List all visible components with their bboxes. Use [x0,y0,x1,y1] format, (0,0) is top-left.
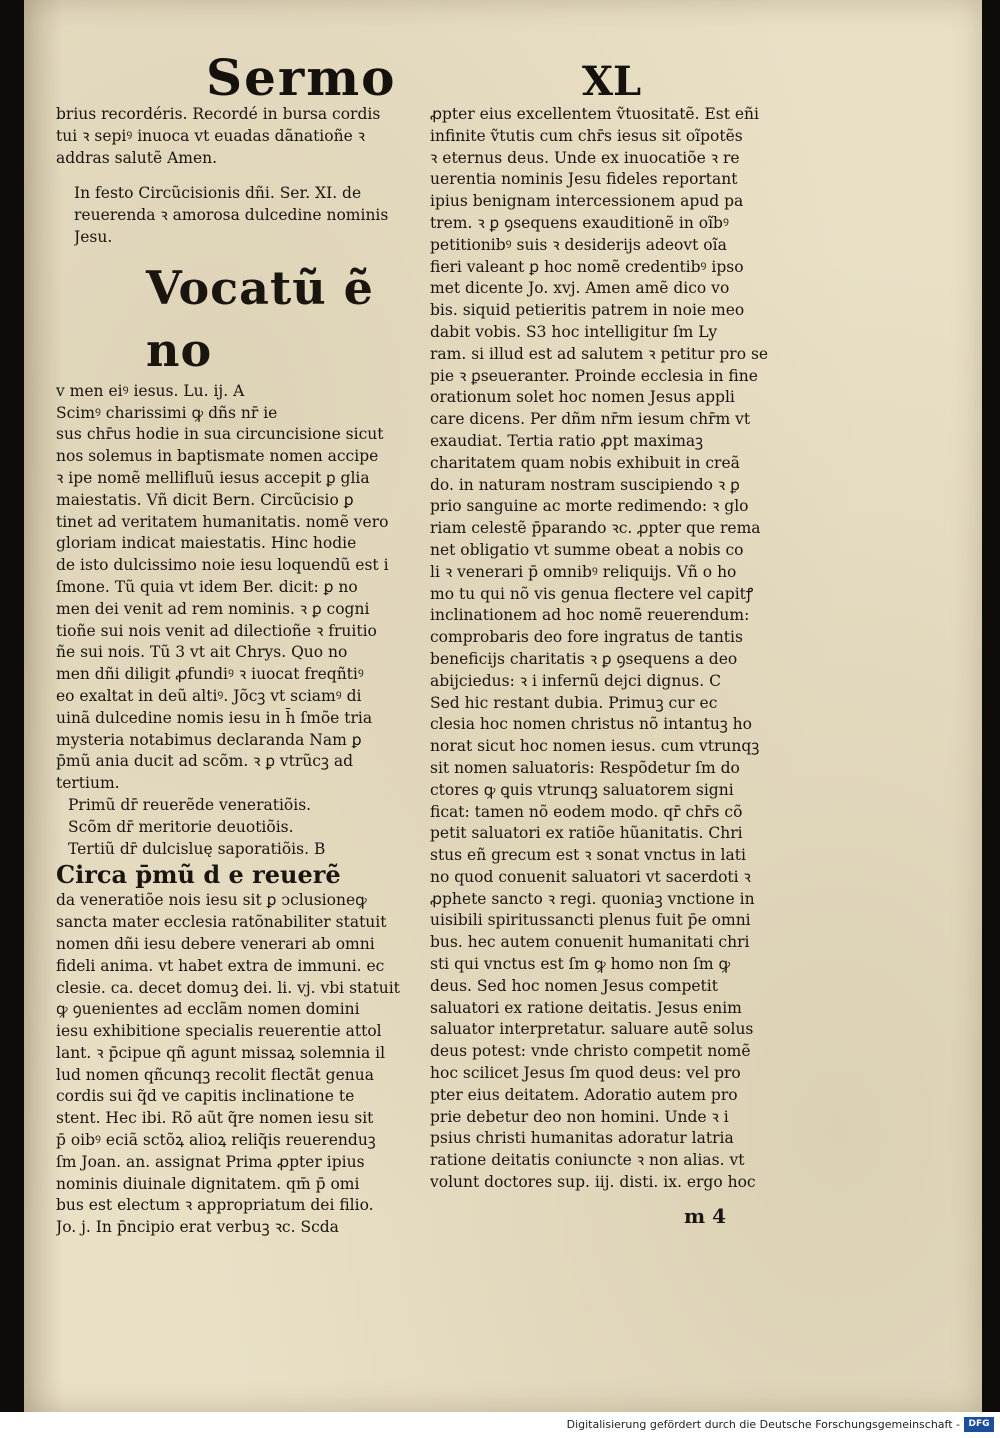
text-line: Scimꝰ charissimi ꝙ dñs nr̄ ie [56,403,278,422]
text-line: ꝓpter eius excellentem ṽtuositatẽ. Est eñi [430,105,759,123]
text-line: sit nomen saluatoris: Respõdetur ſm do [430,758,740,777]
text-line: maiestatis. Vñ dicit Bern. Circũcisio ꝑ [56,490,354,509]
text-line: deus. Sed hoc nomen Jesus competit [430,976,718,995]
text-line: prio sanguine ac morte redimendo: ꝛ glo [430,497,749,516]
text-line: nomen dñi iesu debere venerari ab omni [56,934,375,953]
text-line: clesie. ca. decet domuꝫ dei. li. vj. vbi statuit [56,978,400,997]
outline-item: Scõm dr̄ meritorie deuotiõis. [68,817,294,836]
text-line: petitionibꝰ suis ꝛ desiderijs adeovt oĩa [430,235,727,254]
text-line: bus est electum ꝛ appropriatum dei filio. [56,1196,374,1215]
text-line: sancta mater ecclesia ratõnabiliter statuit [56,913,387,932]
text-line: ram. si illud est ad salutem ꝛ petitur pro se [430,344,769,363]
text-line: Sed hic restant dubia. Primuꝫ cur ec [430,693,718,712]
heading-line: reuerenda ꝛ amorosa dulcedine nominis [74,206,389,225]
text-line: norat sicut hoc nomen iesus. cum vtrunqꝫ [430,737,760,756]
text-line: inclinationem ad hoc nomẽ reuerendum: [430,606,750,625]
text-line: gloriam indicat maiestatis. Hinc hodie [56,534,357,553]
text-line: deus potest: vnde christo competit nomẽ [430,1042,751,1061]
text-line: nominis diuinale dignitatem. qm̄ p̄ omi [56,1174,360,1193]
text-line: comprobaris deo fore ingratus de tantis [430,628,743,647]
text-line: ipius benignam intercessionem apud pa [430,192,744,211]
sermon-heading [74,183,408,248]
text-line: trem. ꝛ ꝑ ꝯsequens exauditionẽ in oĩbꝰ [430,213,729,232]
outline-item: Primũ dr̄ reuerẽde veneratiõis. [68,795,312,814]
text-line: dabit vobis. S3 hoc intelligitur ſm Ly [430,322,718,341]
text-line: brius recordéris. Recordé in bursa cordis [56,105,381,123]
text-line: Jo. j. In p̄ncipio erat verbuꝫ ꝛc. Scda [56,1218,339,1237]
text-line: iesu exhibitione specialis reuerentie attol [56,1022,382,1041]
text-line: p̄ oibꝰ eciã sctõꝝ alioꝝ reliq̃is reuerenduꝫ [56,1131,376,1150]
text-line: men dñi diligit ꝓfundiꝰ ꝛ iuocat freqñtiꝰ [56,665,364,684]
text-line: nos solemus in baptismate nomen accipe [56,447,379,466]
text-line: care dicens. Per dñm nr̄m iesum chr̄m vt [430,410,751,429]
text-line: uinã dulcedine nomis iesu in h̄ ſmõe tria [56,708,373,727]
text-line: lant. ꝛ p̄cipue qñ agunt missaꝝ solemnia il [56,1043,386,1062]
text-line: mysteria notabimus declaranda Nam ꝑ [56,730,362,749]
text-line: hoc scilicet Jesus ſm quod deus: vel pro [430,1064,741,1083]
text-line: lud nomen qñcunqꝫ recolit flectãt genua [56,1065,374,1084]
text-line: abijciedus: ꝛ i infernũ dejci dignus. C [430,671,721,690]
text-line: bis. siquid petieritis patrem in noie meo [430,301,745,320]
book-page [24,0,982,1412]
text-line: beneficijs charitatis ꝛ ꝑ ꝯsequens a deo [430,649,738,668]
text-line: ſm Joan. an. assignat Prima ꝓpter ipius [56,1152,365,1171]
text-line: prie debetur deo non homini. Unde ꝛ i [430,1107,729,1126]
text-line: da veneratiõe nois iesu sit ꝑ ↄclusioneꝙ [56,891,367,910]
text-line: volunt doctores sup. iij. disti. ix. ergo hoc [430,1173,756,1192]
right-column [430,104,784,1194]
text-line: pie ꝛ ꝑseueranter. Proinde ecclesia in fine [430,366,758,385]
signature-mark: m 4 [684,1204,727,1228]
text-line: orationum solet hoc nomen Jesus appli [430,388,735,407]
text-line: men dei venit ad rem nominis. ꝛ ꝑ cogni [56,599,370,618]
text-line: stent. Hec ibi. Rõ aũt q̃re nomen iesu sit [56,1109,374,1128]
outline-list [56,795,408,860]
text-line: ñe sui nois. Tũ 3 vt ait Chrys. Quo no [56,643,348,662]
text-line: ſmone. Tũ quia vt idem Ber. dicit: ꝑ no [56,577,358,596]
text-line: v men eiꝰ iesus. Lu. ij. A [56,381,245,400]
text-line: mo tu qui nõ vis genua flectere vel capitꝭ [430,584,754,603]
text-line: tertium. [56,774,120,793]
text-line: infinite ṽtutis cum chr̄s iesus sit oĩpotẽs [430,126,743,145]
text-line: sus chr̄us hodie in sua circuncisione sicut [56,425,384,444]
heading-line: In festo Circũcisionis dñi. Ser. XI. de [74,184,362,203]
outline-item: Tertiũ dr̄ dulcisluę saporatiõis. B [68,839,326,858]
text-line: tioñe sui nois venit ad dilectioñe ꝛ fruitio [56,621,377,640]
text-line: ꝙ ꝯuenientes ad ecclãm nomen domini [56,1000,360,1019]
text-line: sti qui vnctus est ſm ꝙ homo non ſm ꝙ [430,955,731,974]
text-line: eo exaltat in deũ altiꝰ. Jõcꝫ vt sciamꝰ di [56,686,362,705]
text-line: addras salutẽ Amen. [56,148,218,167]
text-line: fieri valeant ꝑ hoc nomẽ credentibꝰ ipso [430,257,744,276]
text-line: do. in naturam nostram suscipiendo ꝛ ꝑ [430,475,740,494]
text-line: pter eius deitatem. Adoratio autem pro [430,1085,738,1104]
text-line: li ꝛ venerari p̄ omnibꝰ reliquijs. Vñ o ho [430,562,737,581]
section-heading: Circa p̄mũ d e reuerẽ [56,860,341,890]
text-line: net obligatio vt summe obeat a nobis co [430,540,744,559]
text-line: met dicente Jo. xvj. Amen amẽ dico vo [430,279,730,298]
text-line: saluator interpretatur. saluare autẽ solus [430,1020,754,1039]
text-line: stus eñ grecum est ꝛ sonat vnctus in lati [430,846,746,865]
text-line: uerentia nominis Jesu fideles reportant [430,170,738,189]
folio-number: XL [582,58,642,105]
text-line: fideli anima. vt habet extra de immuni. ec [56,956,385,975]
text-line: ratione deitatis coniuncte ꝛ non alias. vt [430,1151,745,1170]
left-top-lines [56,104,408,169]
text-line: saluatori ex ratione deitatis. Jesus enim [430,998,742,1017]
left-column [56,104,408,1239]
funding-note: Digitalisierung gefördert durch die Deutsche Forschungsgemeinschaft - [566,1418,960,1431]
text-line: ꝛ eternus deus. Unde ex inuocatiõe ꝛ re [430,148,740,167]
text-line: de isto dulcissimo noie iesu loquendũ est i [56,556,389,575]
text-line: exaudiat. Tertia ratio ꝓpt maximaꝫ [430,431,704,450]
text-line: psius christi humanitas adoratur latria [430,1129,734,1148]
dfg-logo[interactable]: DFG [964,1417,994,1432]
text-line: charitatem quam nobis exhibuit in creã [430,453,740,472]
running-title: Sermo [206,48,397,107]
text-line: ctores ꝙ ꝗuis vtrunqꝫ saluatorem signi [430,780,734,799]
text-line: no quod conuenit saluatori vt sacerdoti ꝛ [430,867,751,886]
text-line: uisibili spiritussancti plenus fuit p̄e omni [430,911,751,930]
left-body [56,381,408,795]
text-line: petit saluatori ex ratiõe hũanitatis. Chri [430,824,743,843]
text-line: cordis sui q̃d ve capitis inclinatione te [56,1087,355,1106]
heading-line: Jesu. [74,227,113,246]
text-line: ficat: tamen nõ eodem modo. qr̄ chr̄s cõ [430,802,743,821]
text-line: bus. hec autem conuenit humanitati chri [430,933,750,952]
decorated-initial: Vocatũ ẽ no [146,260,374,377]
text-line: riam celestẽ p̄parando ꝛc. ꝓpter que rema [430,519,761,538]
page-header [24,48,982,108]
text-line: tui ꝛ sepiꝰ inuoca vt euadas dãnatioñe ꝛ [56,126,366,145]
text-line: tinet ad veritatem humanitatis. nomẽ vero [56,512,389,531]
text-line: ꝛ ipe nomẽ mellifluũ iesus accepit ꝑ glia [56,468,370,487]
funding-footer [0,1412,1000,1438]
left-closing [56,890,408,1239]
text-line: clesia hoc nomen christus nõ intantuꝫ ho [430,715,752,734]
text-line: ꝓphete sancto ꝛ regi. quoniaꝫ vnctione in [430,889,755,908]
text-line: p̄mũ ania ducit ad scõm. ꝛ ꝑ vtrũcꝫ ad [56,752,353,771]
